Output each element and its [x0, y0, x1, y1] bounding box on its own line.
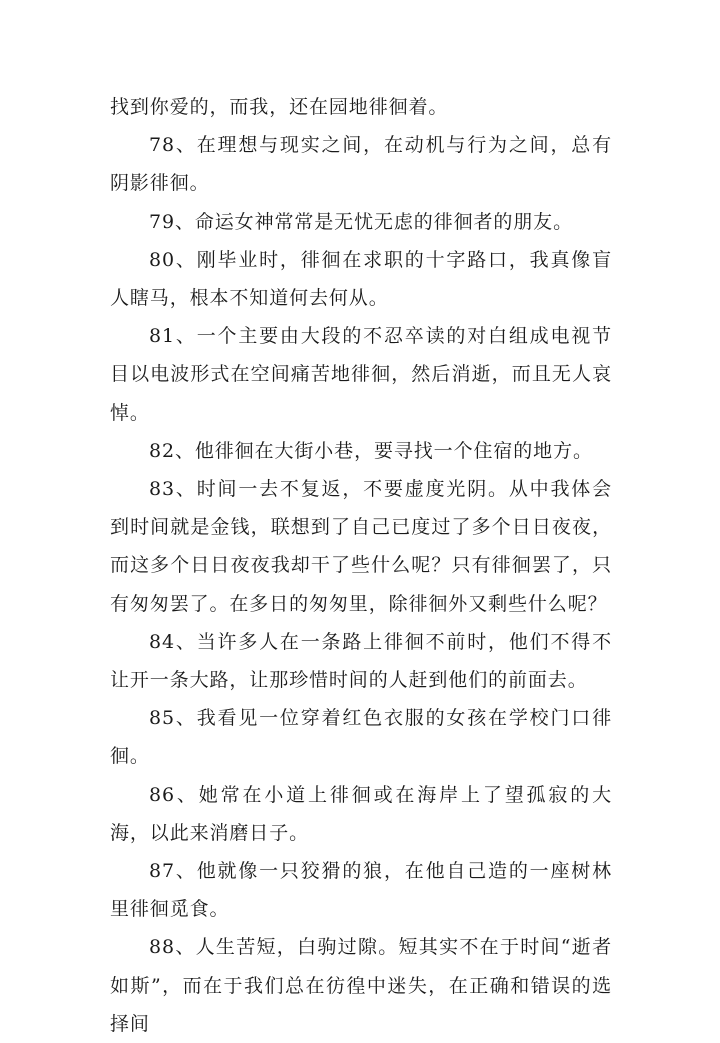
paragraph-1: 找到你爱的，而我，还在园地徘徊着。 [110, 96, 449, 118]
document-page [110, 88, 612, 1043]
paragraph-85: 85、我看见一位穿着红色衣服的女孩在学校门口徘徊。 [110, 707, 612, 768]
paragraph-78: 78、在理想与现实之间，在动机与行为之间，总有阴影徘徊。 [110, 134, 612, 195]
paragraph-84: 84、当许多人在一条路上徘徊不前时，他们不得不让开一条大路，让那珍惜时间的人赶到他们的前面去。 [110, 630, 612, 692]
paragraph-83: 83、时间一去不复返，不要虚度光阴。从中我体会到时间就是金钱，联想到了自己已度过了多个日日夜夜，而这多个日日夜夜我却干了些什么呢？只有徘徊罢了，只有匆匆罢了。在多日的匆匆里，除徘徊外又剩些什么呢？ [110, 478, 612, 615]
paragraph-86: 86、她常在小道上徘徊或在海岸上了望孤寂的大海，以此来消磨日子。 [110, 783, 612, 844]
paragraph-82: 82、他徘徊在大街小巷，要寻找一个住宿的地方。 [149, 439, 593, 462]
paragraph-88: 88、人生苦短，白驹过隙。短其实不在于时间“逝者如斯”，而在于我们总在彷徨中迷失，在正确和错误的选择间 [110, 936, 612, 1035]
paragraph-79: 79、命运女神常常是无忧无虑的徘徊者的朋友。 [149, 210, 573, 233]
paragraph-80: 80、刚毕业时，徘徊在求职的十字路口，我真像盲人瞎马，根本不知道何去何从。 [110, 248, 612, 310]
paragraph-87: 87、他就像一只狡猾的狼，在他自己造的一座树林里徘徊觅食。 [110, 860, 612, 921]
paragraph-81: 81、一个主要由大段的不忍卒读的对白组成电视节目以电波形式在空间痛苦地徘徊，然后消逝，而且无人哀悼。 [110, 325, 612, 424]
